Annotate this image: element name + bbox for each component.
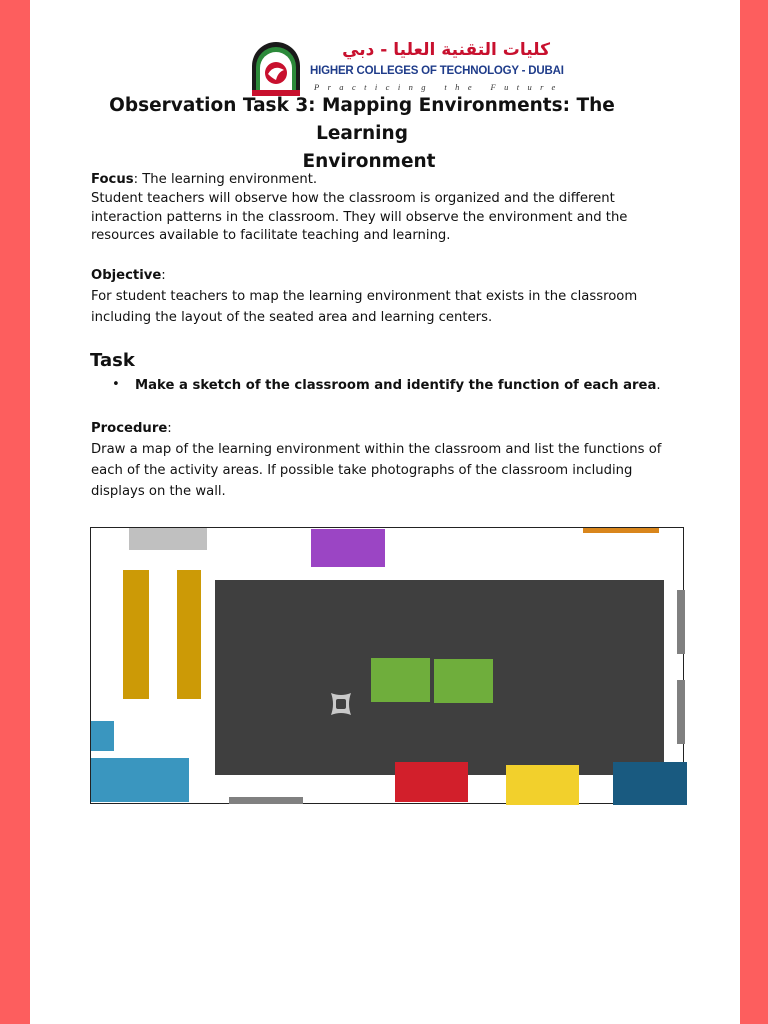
map-bench-left	[123, 570, 149, 699]
bullet-symbol: •	[112, 377, 120, 392]
title-line-2: Environment	[302, 151, 436, 172]
map-wall-display-gray	[129, 528, 207, 550]
objective-text	[91, 286, 691, 328]
objective-colon: :	[161, 268, 166, 283]
objective-heading	[91, 266, 691, 286]
task-bullet-item	[135, 378, 661, 393]
logo-tagline: Practicing the Future	[314, 82, 564, 92]
map-wall-strip-gray-bottom	[677, 680, 685, 744]
objective-line: including the layout of the seated area and learning centers.	[91, 310, 493, 325]
task-bullet-period: .	[656, 378, 661, 393]
map-wall-strip-gray-top	[677, 590, 685, 654]
procedure-heading	[91, 419, 691, 439]
map-wall-strip-orange	[583, 528, 659, 533]
focus-line	[91, 170, 691, 190]
page-border-right	[740, 0, 768, 1024]
classroom-map	[90, 527, 684, 804]
focus-description-line: interaction patterns in the classroom. They will observe the environment and the	[91, 209, 628, 225]
focus-description-line: resources available to facilitate teaching and learning.	[91, 228, 451, 243]
title-line-1: Observation Task 3: Mapping Environments: The Learning	[109, 95, 615, 144]
page-title	[82, 92, 642, 176]
procedure-label: Procedure	[91, 421, 168, 436]
map-table-green-2	[434, 659, 493, 703]
procedure-colon: :	[167, 421, 172, 436]
map-chair-icon	[326, 690, 356, 718]
map-area-purple	[311, 529, 385, 567]
map-blue-area	[91, 758, 189, 802]
page-border-left	[0, 0, 30, 1024]
map-table-green-1	[371, 658, 430, 702]
task-heading: Task	[90, 350, 135, 371]
procedure-line: each of the activity areas. If possible take photographs of the classroom including	[91, 463, 633, 478]
map-area-red	[395, 762, 468, 802]
college-emblem-icon	[248, 40, 304, 96]
map-area-yellow	[506, 765, 579, 805]
objective-line: For student teachers to map the learning environment that exists in the classroom	[91, 289, 638, 304]
map-bench-right	[177, 570, 201, 699]
logo-arabic-text: كليات التقنية العليا - دبي	[342, 40, 550, 60]
map-small-blue-box	[91, 721, 114, 751]
logo-english-text: HIGHER COLLEGES OF TECHNOLOGY - DUBAI	[310, 65, 564, 77]
map-floor-strip-gray	[229, 797, 303, 804]
objective-label: Objective	[91, 268, 162, 283]
focus-description	[91, 190, 691, 246]
focus-text: : The learning environment.	[133, 172, 318, 187]
procedure-line: Draw a map of the learning environment within the classroom and list the functions of	[91, 442, 662, 457]
map-area-navy	[613, 762, 687, 805]
focus-label: Focus	[91, 172, 134, 187]
focus-description-line: Student teachers will observe how the classroom is organized and the different	[91, 191, 615, 206]
procedure-text	[91, 439, 691, 502]
task-bullet-text: Make a sketch of the classroom and identify the function of each area	[135, 378, 657, 393]
college-logo	[248, 40, 564, 98]
procedure-line: displays on the wall.	[91, 484, 226, 499]
